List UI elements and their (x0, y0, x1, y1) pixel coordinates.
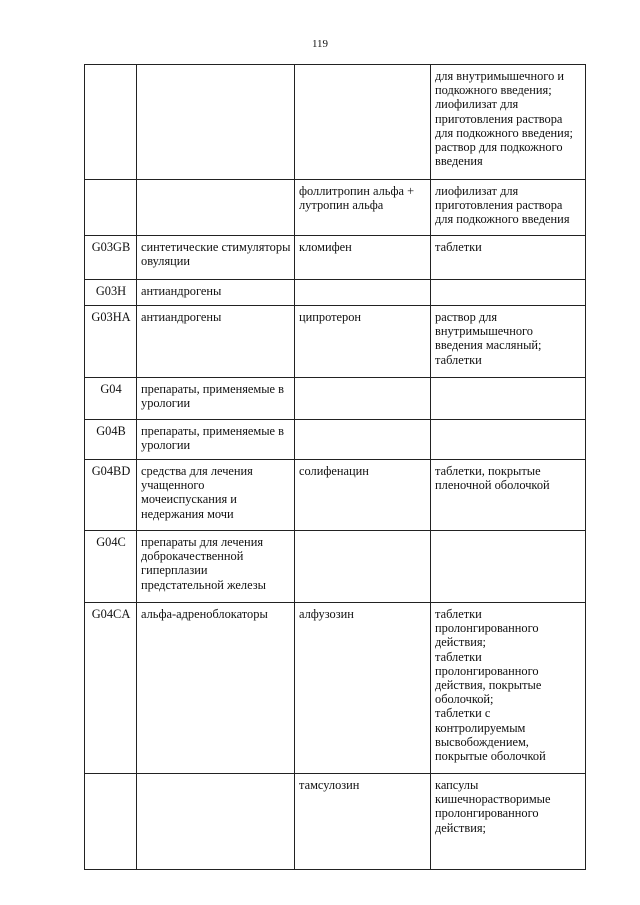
table-row (85, 460, 586, 531)
group-name-cell: антиандрогены (137, 280, 295, 306)
dosage-forms-cell (431, 306, 586, 378)
atc-code-cell: G03GB (85, 236, 137, 280)
table-row (85, 420, 586, 460)
dosage-form-line: таблетки, покрытые пленочной оболочкой (435, 464, 550, 493)
atc-code-cell (85, 180, 137, 236)
substance-cell: ципротерон (295, 306, 431, 378)
table-row (85, 180, 586, 236)
group-name-cell: антиандрогены (137, 306, 295, 378)
substance-cell (295, 378, 431, 420)
dosage-forms-cell (431, 65, 586, 180)
dosage-form-line: раствор для подкожного введения (435, 140, 563, 169)
dosage-forms-cell (431, 280, 586, 306)
dosage-form-line: таблетки (435, 240, 482, 254)
table-row (85, 236, 586, 280)
dosage-form-line: капсулы кишечнорастворимые пролонгированного действия; (435, 778, 551, 835)
dosage-form-line: таблетки пролонгированного действия, покрытые оболочкой; (435, 649, 542, 707)
dosage-forms-cell (431, 236, 586, 280)
group-name-cell: средства для лечения учащенного мочеиспускания и недержания мочи (137, 460, 295, 531)
substance-cell (295, 420, 431, 460)
dosage-forms-cell (431, 603, 586, 774)
table-row (85, 65, 586, 180)
dosage-form-line: таблетки пролонгированного действия; (435, 607, 539, 650)
atc-code-cell: G04CA (85, 603, 137, 774)
dosage-form-line: раствор для внутримышечного введения масляный; (435, 310, 542, 353)
atc-code-cell: G04 (85, 378, 137, 420)
group-name-cell: синтетические стимуляторы овуляции (137, 236, 295, 280)
table-row (85, 603, 586, 774)
dosage-forms-cell (431, 180, 586, 236)
dosage-forms-cell (431, 531, 586, 603)
substance-cell (295, 280, 431, 306)
atc-code-cell: G04B (85, 420, 137, 460)
group-name-cell: препараты, применяемые в урологии (137, 420, 295, 460)
dosage-form-line: лиофилизат для приготовления раствора для подкожного введения (435, 184, 570, 227)
group-name-cell (137, 774, 295, 870)
dosage-form-line: для внутримышечного и подкожного введения; (435, 69, 565, 98)
group-name-cell: альфа-адреноблокаторы (137, 603, 295, 774)
group-name-cell (137, 65, 295, 180)
table-row (85, 531, 586, 603)
atc-code-cell: G04BD (85, 460, 137, 531)
atc-code-cell (85, 774, 137, 870)
drug-classification-table (84, 64, 586, 870)
substance-cell: алфузозин (295, 603, 431, 774)
dosage-form-line: лиофилизат для приготовления раствора для подкожного введения; (435, 97, 573, 140)
substance-cell: тамсулозин (295, 774, 431, 870)
table-row (85, 306, 586, 378)
atc-code-cell: G04C (85, 531, 137, 603)
atc-code-cell: G03H (85, 280, 137, 306)
dosage-forms-cell (431, 378, 586, 420)
table-row (85, 280, 586, 306)
dosage-forms-cell (431, 420, 586, 460)
group-name-cell (137, 180, 295, 236)
page-number: 119 (311, 38, 329, 50)
table-row (85, 378, 586, 420)
table-row (85, 774, 586, 870)
dosage-form-line: таблетки с контролируемым высвобождением, покрытые оболочкой (435, 706, 546, 764)
atc-code-cell (85, 65, 137, 180)
substance-cell: кломифен (295, 236, 431, 280)
group-name-cell: препараты для лечения доброкачественной гиперплазии предстательной железы (137, 531, 295, 603)
substance-cell (295, 531, 431, 603)
substance-cell: солифенацин (295, 460, 431, 531)
group-name-cell: препараты, применяемые в урологии (137, 378, 295, 420)
dosage-forms-cell (431, 774, 586, 870)
substance-cell (295, 65, 431, 180)
dosage-form-line: таблетки (435, 352, 482, 367)
substance-cell: фоллитропин альфа + лутропин альфа (295, 180, 431, 236)
atc-code-cell: G03HA (85, 306, 137, 378)
dosage-forms-cell (431, 460, 586, 531)
